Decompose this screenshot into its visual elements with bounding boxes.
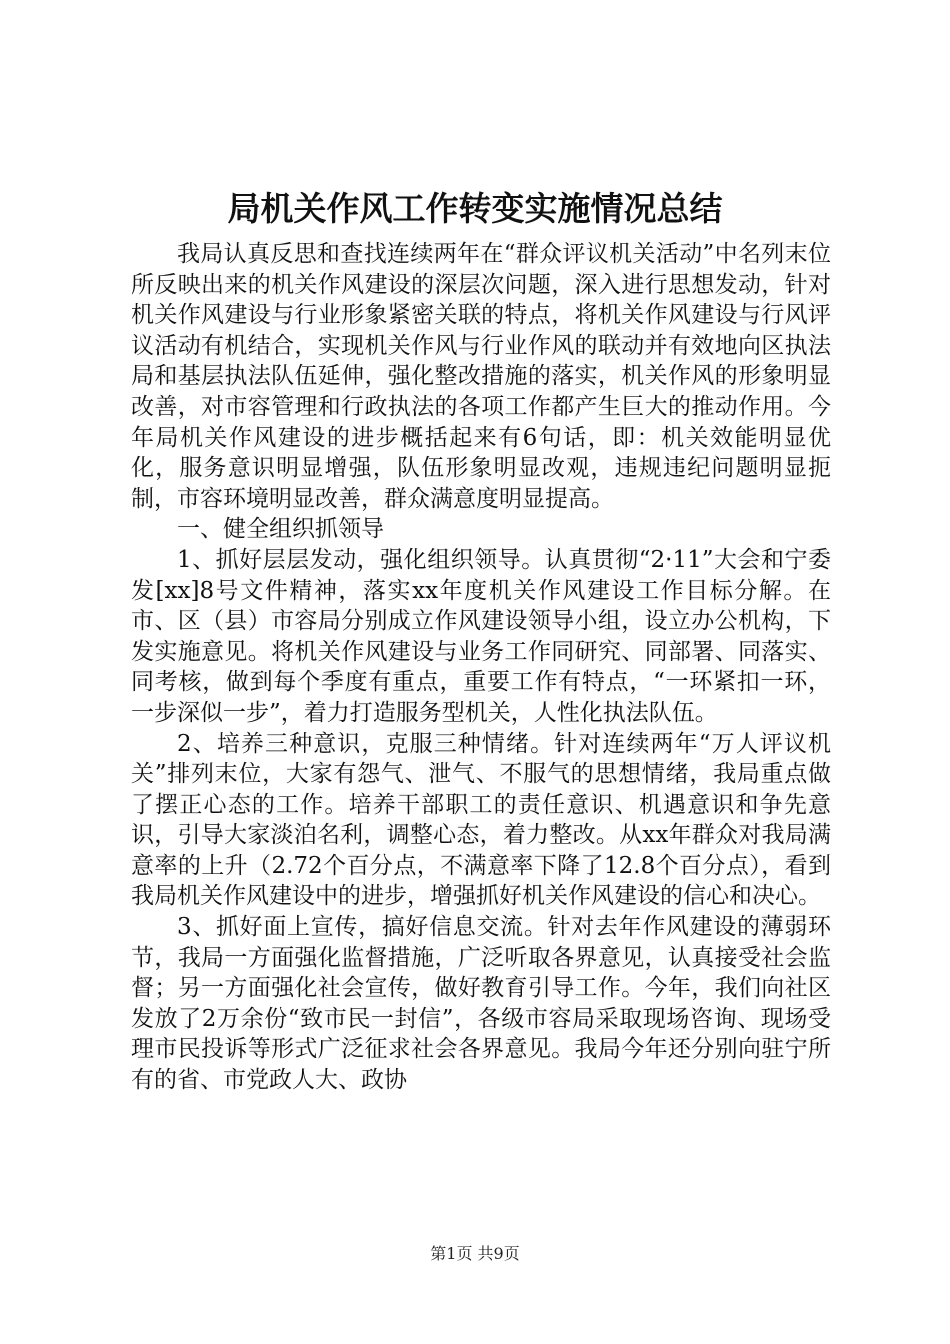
page-number-footer: 第1页 共9页	[430, 1244, 520, 1263]
paragraph-item-2: 2、培养三种意识，克服三种情绪。针对连续两年“万人评议机关”排列末位，大家有怨气、泄气、不服气的思想情绪，我局重点做了摆正心态的工作。培养干部职工的责任意识、机遇意识和争先意识，引导大家淡泊名利，调整心态，着力整改。从xx年群众对我局满意率的上升（2.72个百分点，不满意率下降了12.8个百分点），看到我局机关作风建设中的进步，增强抓好机关作风建设的信心和决心。	[131, 730, 831, 910]
document-title: 局机关作风工作转变实施情况总结	[227, 189, 723, 228]
paragraph-intro: 我局认真反思和查找连续两年在“群众评议机关活动”中名列末位所反映出来的机关作风建设的深层次问题，深入进行思想发动，针对机关作风建设与行业形象紧密关联的特点，将机关作风建设与行风评议活动有机结合，实现机关作风与行业作风的联动并有效地向区执法局和基层执法队伍延伸，强化整改措施的落实，机关作风的形象明显改善，对市容管理和行政执法的各项工作都产生巨大的推动作用。今年局机关作风建设的进步概括起来有6句话，即：机关效能明显优化，服务意识明显增强，队伍形象明显改观，违规违纪问题明显扼制，市容环境明显改善，群众满意度明显提高。	[131, 241, 831, 512]
document-body	[131, 239, 831, 1096]
section-heading-1: 一、健全组织抓领导	[177, 516, 384, 543]
paragraph-item-1: 1、抓好层层发动，强化组织领导。认真贯彻“2·11”大会和宁委发[xx]8号文件精神，落实xx年度机关作风建设工作目标分解。在市、区（县）市容局分别成立作风建设领导小组，设立办公机构，下发实施意见。将机关作风建设与业务工作同研究、同部署、同落实、同考核，做到每个季度有重点，重要工作有特点，“一环紧扣一环，一步深似一步”，着力打造服务型机关，人性化执法队伍。	[131, 546, 831, 726]
paragraph-item-3: 3、抓好面上宣传，搞好信息交流。针对去年作风建设的薄弱环节，我局一方面强化监督措施，广泛听取各界意见，认真接受社会监督；另一方面强化社会宣传，做好教育引导工作。今年，我们向社区发放了2万余份“致市民一封信”，各级市容局采取现场咨询、现场受理市民投诉等形式广泛征求社会各界意见。我局今年还分别向驻宁所有的省、市党政人大、政协	[131, 914, 831, 1094]
